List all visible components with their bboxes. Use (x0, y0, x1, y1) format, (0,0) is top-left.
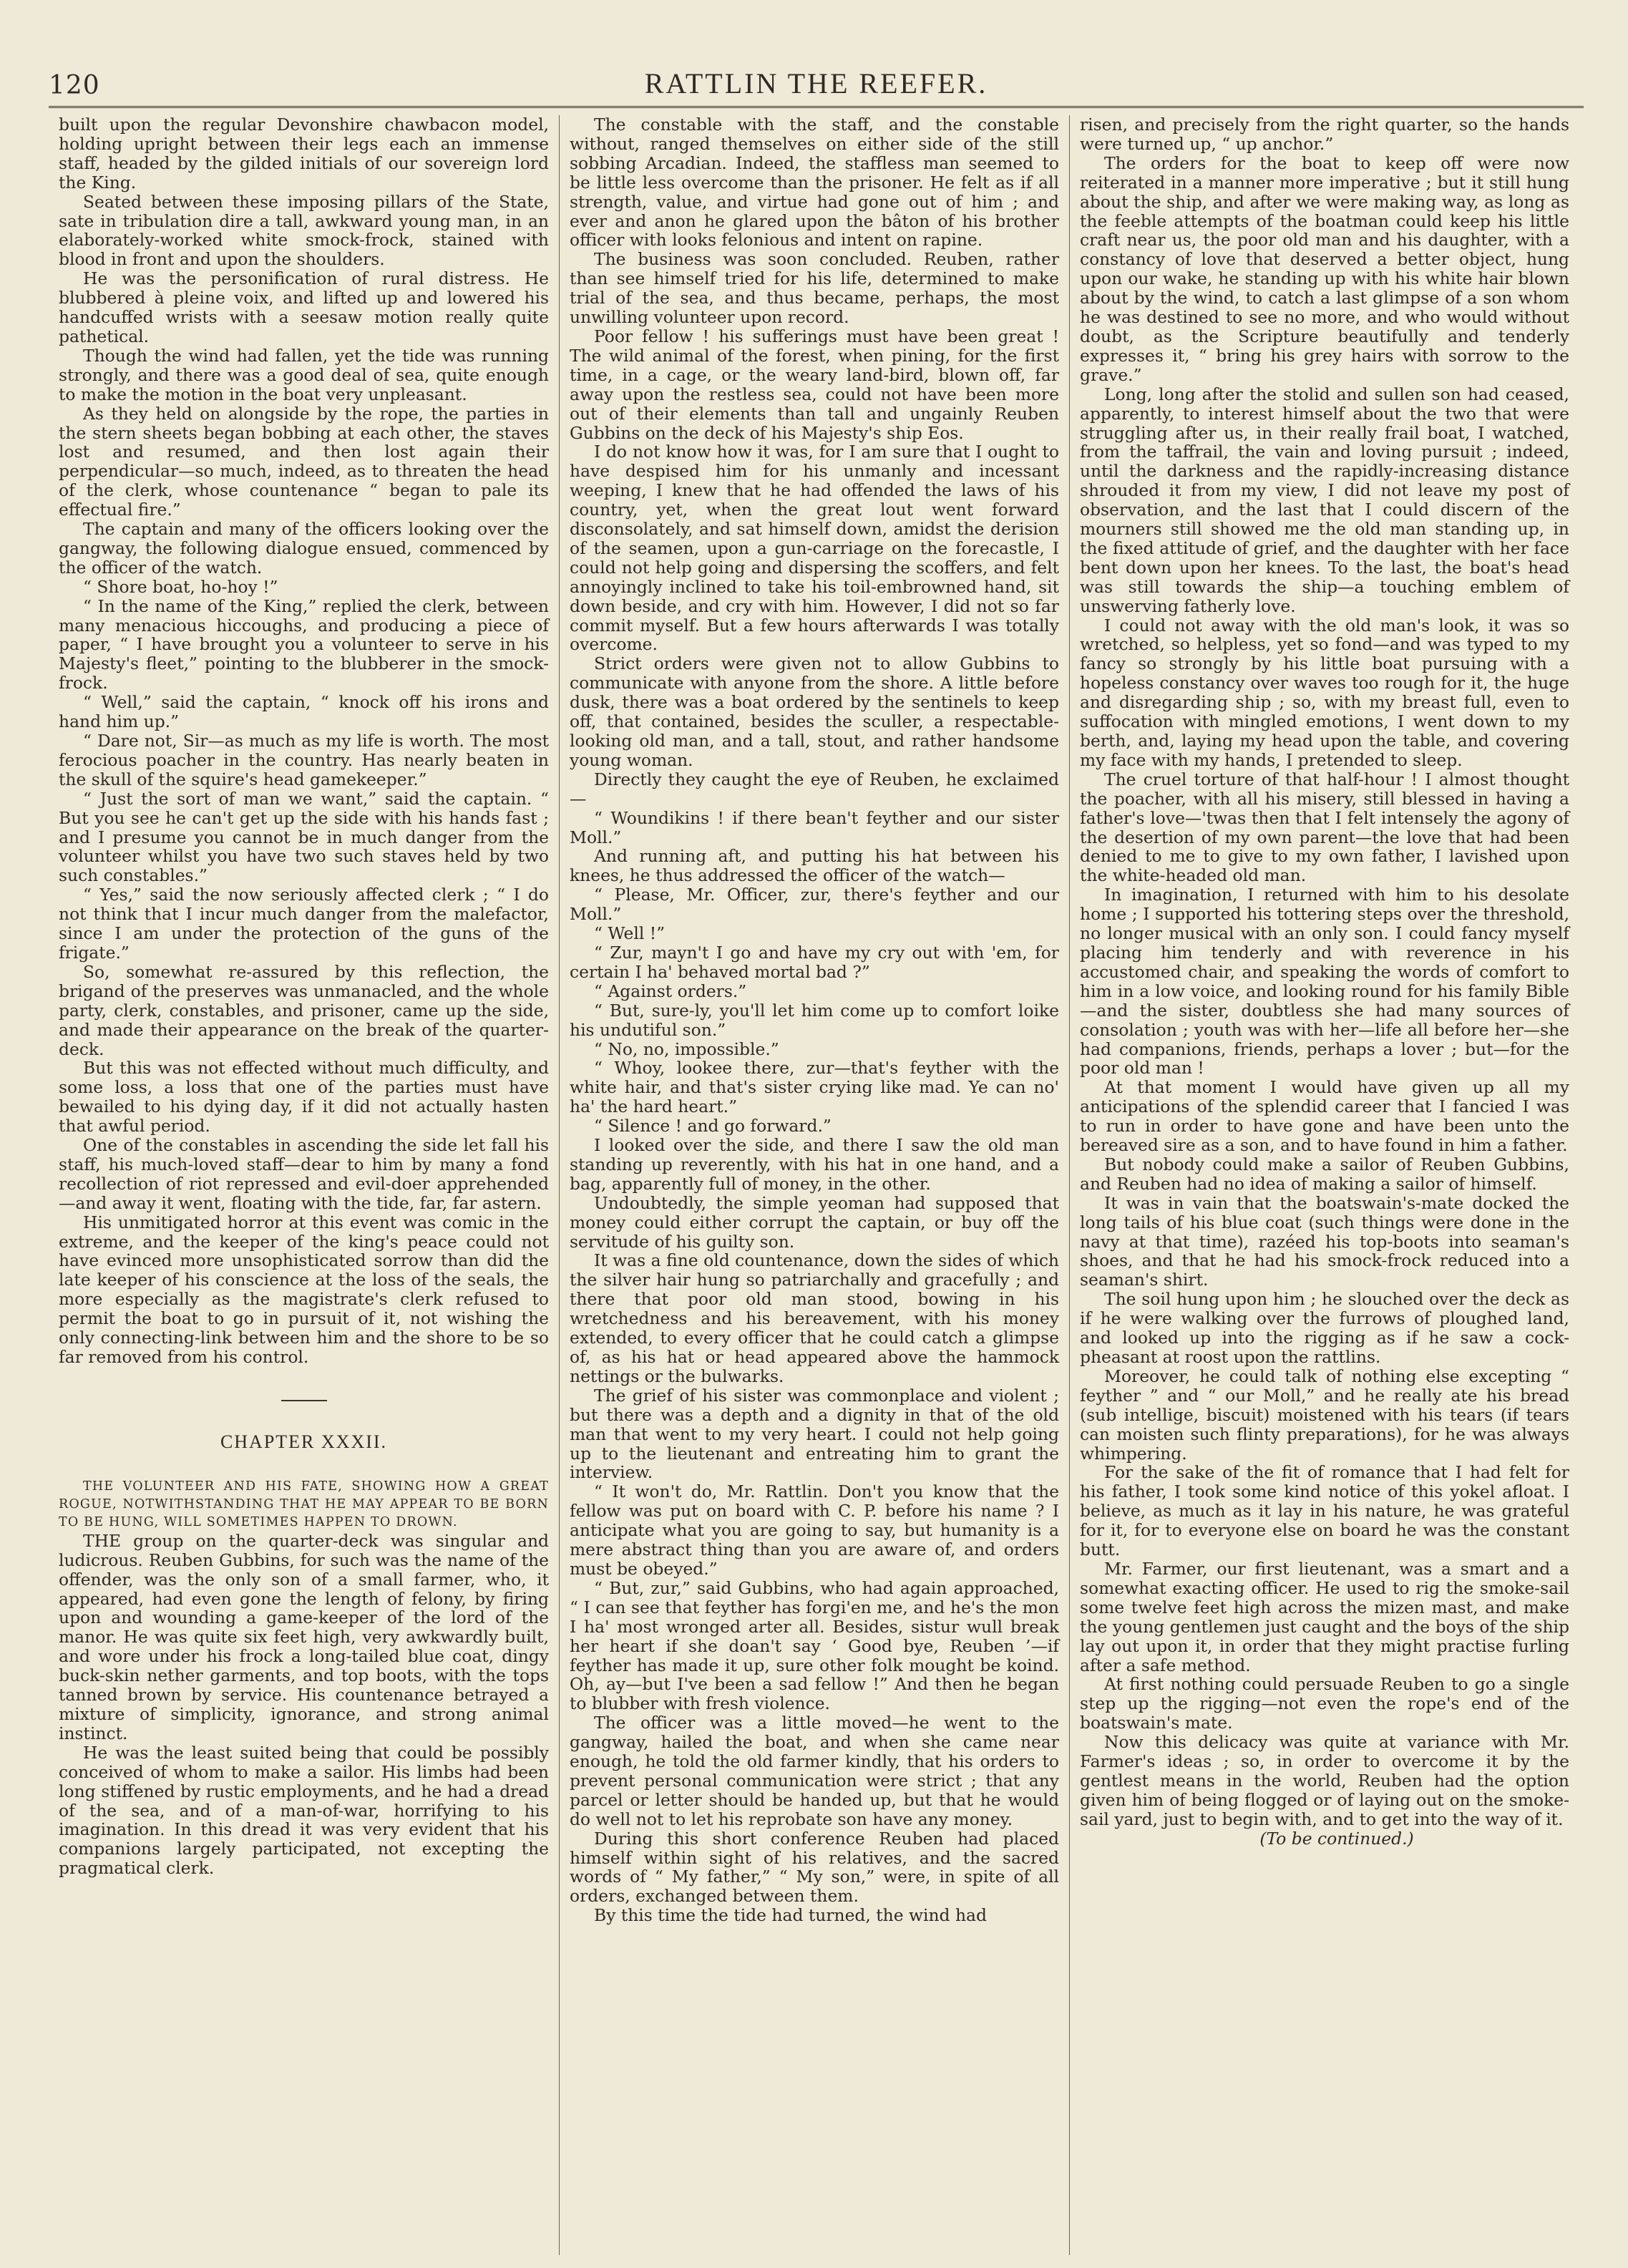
chapter-summary: THE VOLUNTEER AND HIS FATE, SHOWING HOW A GREAT ROGUE, NOTWITHSTANDING THAT HE MAY APPEAR TO BE BORN TO BE HUNG, WILL SOMETIMES HAPPEN TO DROWN. (59, 1479, 549, 1529)
paragraph: “ But, zur,” said Gubbins, who had again approached, “ I can see that feyther has forgi'en me, and he's the mon I ha' most wronged arter all. Besides, sistur wull break her heart if she doan't say ‘ Good bye, Reuben ’—if feyther has made it up, sure other folk mought be koind. Oh, ay—but I've been a sad fellow !” And then he began to blubber with fresh violence. (570, 1577, 1059, 1714)
paragraph: By this time the tide had turned, the wind had (594, 1905, 987, 1926)
running-title: RATTLIN THE REEFER. (644, 67, 988, 99)
paragraph: The cruel torture of that half-hour ! I almost thought the poacher, with all his misery, still blessed in having a father's love—'twas then that I felt intensely the agony of the desertion of my own parent—the love that had been denied to me to give to my own father, I lavished upon the white-headed old man. (1080, 769, 1569, 886)
paragraph: His unmitigated horror at this event was comic in the extreme, and the keeper of the king's peace could not have evinced more unsophisticated sorrow than did the late keeper of his conscience at the loss of the seals, the more especially as the magistrate's clerk refused to permit the boat to go in pursuit of it, not wishing the only connecting-link between him and the shore to be so far removed from his control. (59, 1212, 549, 1367)
paragraph: risen, and precisely from the right quarter, so the hands were turned up, “ up anchor.” (1080, 115, 1569, 154)
column-2-paragraphs (570, 115, 1059, 1925)
paragraph: Directly they caught the eye of Reuben, he exclaimed— (570, 769, 1059, 809)
paragraph: It was a fine old countenance, down the sides of which the silver hair hung so patriarchally and gracefully ; and there that poor old man stood, bowing in his wretchedness and his bereavement, with his money extended, to every officer that he could catch a glimpse of, as his hat or head appeared above the hammock nettings or the bulwarks. (570, 1250, 1059, 1386)
column-3-paragraphs (1080, 115, 1569, 1829)
paragraph: For the sake of the fit of romance that I had felt for his father, I took some kind notice of this yokel afloat. I believe, as much as it lay in his nature, he was grateful for it, for to everyone else on board he was the constant butt. (1080, 1462, 1569, 1560)
paragraph: The officer was a little moved—he went to the gangway, hailed the boat, and when she came near enough, he told the old farmer kindly, that his orders to prevent personal communication were strict ; that any parcel or letter should be handed up, but that he would do well not to let his reprobate son have any money. (570, 1713, 1059, 1829)
paragraph: The soil hung upon him ; he slouched over the deck as if he were walking over the furrows of ploughed land, and looked up into the rigging as if he saw a cock-pheasant at roost upon the rattlins. (1080, 1289, 1569, 1367)
paragraph: Undoubtedly, the simple yeoman had supposed that money could either corrupt the captain, or buy off the servitude of his guilty son. (570, 1192, 1059, 1252)
column-3 (1069, 115, 1579, 2255)
paragraph: “ In the name of the King,” replied the clerk, between many menacious hiccoughs, and producing a piece of paper, “ I have brought you a volunteer to serve in his Majesty's fleet,” pointing to the blubberer in the smock-frock. (59, 595, 549, 693)
paragraph: “ Whoy, lookee there, zur—that's feyther with the white hair, and that's sister crying like mad. Ye can no' ha' the hard heart.” (570, 1058, 1059, 1117)
paragraph: “ No, no, impossible.” (594, 1038, 779, 1059)
to-be-continued: (To be continued.) (1259, 1828, 1414, 1849)
paragraph: The captain and many of the officers looking over the gangway, the following dialogue ensued, commenced by the officer of the watch. (59, 519, 549, 578)
paragraph: He was the least suited being that could be possibly conceived of whom to make a sailor. His limbs had been long stiffened by rustic employments, and he had a dread of the sea, and of a man-of-war, horrifying to his imagination. In this dread it was very evident that his companions largely participated, not excepting the pragmatical clerk. (59, 1742, 549, 1879)
paragraph: built upon the regular Devonshire chawbacon model, holding upright between their legs each an immense staff, headed by the gilded initials of our sovereign lord the King. (59, 115, 549, 193)
paragraph: Moreover, he could talk of nothing else excepting “ feyther ” and “ our Moll,” and he really ate his bread (sub intellige, biscuit) moistened with his tears (if tears can moisten such flinty preparations), for he was always whimpering. (1080, 1366, 1569, 1464)
paragraph: The constable with the staff, and the constable without, ranged themselves on either side of the still sobbing Arcadian. Indeed, the staffless man seemed to be little less overcome than the prisoner. He felt as if all strength, value, and virtue had gone out of him ; and ever and anon he glared upon the bâton of his brother officer with looks felonious and intent on rapine. (570, 115, 1059, 250)
column-1-paragraphs (59, 115, 549, 1367)
paragraph: “ Silence ! and go forward.” (594, 1116, 832, 1137)
paragraph: “ Well !” (594, 923, 666, 944)
paragraph: Though the wind had fallen, yet the tide was running strongly, and there was a good deal of sea, quite enough to make the motion in the boat very unpleasant. (59, 345, 549, 404)
paragraph: He was the personification of rural distress. He blubbered à pleine voix, and lifted up and lowered his handcuffed wrists with a seesaw motion really quite pathetical. (59, 268, 549, 346)
paragraph: But this was not effected without much difficulty, and some loss, a loss that one of the parties must have bewailed to his dying day, if it did not actually hasten that awful period. (59, 1058, 549, 1137)
paragraph: Poor fellow ! his sufferings must have been great ! The wild animal of the forest, when pining, for the first time, in a cage, or the weary land-bird, blown off, far away upon the restless sea, could not have been more out of their elements than tall and ungainly Reuben Gubbins on the deck of his Majesty's ship Eos. (570, 326, 1059, 443)
paragraph: The orders for the boat to keep off were now reiterated in a manner more imperative ; but it still hung about the ship, and after we were making way, as long as the feeble attempts of the boatman could keep his little craft near us, the poor old man and his daughter, with a constancy of love that deserved a better object, hung upon our wake, he standing up with his white hair blown about by the wind, to catch a last glimpse of a son whom he was destined to see no more, and who would without doubt, as the Scripture beautifully and tenderly expresses it, “ bring his grey hairs with sorrow to the grave.” (1080, 152, 1569, 385)
text-columns (49, 115, 1584, 2255)
paragraph: So, somewhat re-assured by this reflection, the brigand of the preserves was unmanacled, and the whole party, clerk, constables, and prisoner, came up the side, and made their appearance on the break of the quarter-deck. (59, 961, 549, 1059)
paragraph: “ Zur, mayn't I go and have my cry out with 'em, for certain I ha' behaved mortal bad ?” (570, 942, 1059, 982)
paragraph: The grief of his sister was commonplace and violent ; but there was a depth and a dignity in that of the old man that went to my very heart. I could not help going up to the lieutenant and entreating him to grant the interview. (570, 1385, 1059, 1483)
paragraph: But nobody could make a sailor of Reuben Gubbins, and Reuben had no idea of making a sailor of himself. (1080, 1154, 1569, 1194)
paragraph: “ Woundikins ! if there bean't feyther and our sister Moll.” (570, 807, 1059, 847)
paragraph: Mr. Farmer, our first lieutenant, was a smart and a somewhat exacting officer. He used to rig the smoke-sail some twelve feet high across the mizen mast, and make the young gentlemen just caught and the boys of the ship lay out upon it, in order that they might practise furling after a safe method. (1080, 1558, 1569, 1675)
paragraph: In imagination, I returned with him to his desolate home ; I supported his tottering steps over the threshold, no longer musical with an only son. I could fancy myself placing him tenderly and with reverence in his accustomed chair, and speaking the words of comfort to him in a low voice, and looking round for his family Bible—and the sister, doubtless she had many sources of consolation ; youth was with her—life all before her—she had companions, friends, perhaps a lover ; but—for the poor old man ! (1080, 885, 1569, 1079)
paragraph: Now this delicacy was quite at variance with Mr. Farmer's ideas ; so, in order to overcome it by the gentlest means in the world, Reuben had the option given him of being flogged or of laying out on the smoke-sail yard, just to begin with, and to get into the way of it. (1080, 1732, 1569, 1829)
paragraph: I do not know how it was, for I am sure that I ought to have despised him for his unmanly and incessant weeping, I knew that he had offended the laws of his country, yet, when the great lout went forward disconsolately, and sat himself down, amidst the derision of the seamen, upon a gun-carriage on the forecastle, I could not help going and dispersing the scoffers, and felt annoyingly inclined to take his toil-embrowned hand, sit down beside, and cry with him. However, I did not so far commit myself. But a few hours afterwards I was totally overcome. (570, 442, 1059, 655)
paragraph: “ Yes,” said the now seriously affected clerk ; “ I do not think that I incur much danger from the malefactor, since I am under the protection of the guns of the frigate.” (59, 885, 549, 963)
paragraph: I could not away with the old man's look, it was so wretched, so helpless, yet so fond—and was typed to my fancy so strongly by his little boat pursuing with a hopeless constancy over waves too rough for it, the huge and disregarding ship ; so, with my breast full, even to suffocation with mingled emotions, I went down to my berth, and, laying my head upon the table, and covering my face with my hands, I pretended to sleep. (1080, 615, 1569, 770)
paragraph: One of the constables in ascending the side let fall his staff, his much-loved staff—dear to him by many a fond recollection of riot repressed and evil-doer apprehended—and away it went, floating with the tide, far, far astern. (59, 1135, 549, 1213)
paragraph: “ Just the sort of man we want,” said the captain. “ But you see he can't get up the side with his hands fast ; and I presume you cannot be in much danger from the volunteer whilst you have two such staves held by two such constables.” (59, 788, 549, 886)
paragraph: “ Shore boat, ho-hoy !” (83, 576, 278, 597)
paragraph: During this short conference Reuben had placed himself within sight of his relatives, and the sacred words of “ My father,” “ My son,” were, in spite of all orders, exchanged between them. (570, 1828, 1059, 1907)
column-1 (49, 115, 559, 2255)
paragraph: At first nothing could persuade Reuben to go a single step up the rigging—not even the rope's end of the boatswain's mate. (1080, 1674, 1569, 1733)
page-number: 120 (49, 71, 100, 100)
paragraph: It was in vain that the boatswain's-mate docked the long tails of his blue coat (such things were done in the navy at that time), razéed his top-boots into seaman's shoes, and that he had his smock-frock reduced into a seaman's shirt. (1080, 1192, 1569, 1290)
paragraph: “ But, sure-ly, you'll let him come up to comfort loike his undutiful son.” (570, 1000, 1059, 1040)
chapter-paragraphs (59, 1532, 549, 1878)
paragraph: As they held on alongside by the rope, the parties in the stern sheets began bobbing at each other, the staves lost and resumed, and then lost again their perpendicular—so much, indeed, as to threaten the head of the clerk, whose countenance “ began to pale its effectual fire.” (59, 403, 549, 520)
paragraph: “ Well,” said the captain, “ knock off his irons and hand him up.” (59, 692, 549, 732)
section-divider (281, 1400, 327, 1401)
paragraph: The business was soon concluded. Reuben, rather than see himself tried for his life, determined to make trial of the sea, and thus became, perhaps, the most unwilling volunteer upon record. (570, 249, 1059, 328)
paragraph: THE group on the quarter-deck was singular and ludicrous. Reuben Gubbins, for such was the name of the offender, was the only son of a small farmer, who, it appeared, had even gone the length of felony, by firing upon and wounding a game-keeper of the lord of the manor. He was quite six feet high, very awkwardly built, and wore under his frock a long-tailed blue coat, dingy buck-skin nether garments, and top boots, with the tops tanned brown by service. His countenance betrayed a mixture of simplicity, ignorance, and strong animal instinct. (59, 1530, 549, 1743)
paragraph: Strict orders were given not to allow Gubbins to communicate with anyone from the shore. A little before dusk, there was a boat ordered by the sentinels to keep off, that contained, besides the sculler, a respectable-looking old man, and a tall, stout, and rather handsome young woman. (570, 653, 1059, 770)
column-2 (559, 115, 1069, 2255)
paragraph: And running aft, and putting his hat between his knees, he thus addressed the officer of the watch— (570, 846, 1059, 886)
paragraph: Seated between these imposing pillars of the State, sate in tribulation dire a tall, awkward young man, in an elaborately-worked white smock-frock, stained with blood in front and upon the shoulders. (59, 191, 549, 270)
paragraph: “ Dare not, Sir—as much as my life is worth. The most ferocious poacher in the country. Has nearly beaten in the skull of the squire's head gamekeeper.” (59, 731, 549, 789)
paragraph: “ Against orders.” (594, 980, 747, 1001)
paragraph: “ Please, Mr. Officer, zur, there's feyther and our Moll.” (570, 885, 1059, 925)
paragraph: “ It won't do, Mr. Rattlin. Don't you know that the fellow was put on board with C. P. before his name ? I anticipate what you are going to say, but humanity is a mere abstract thing than you are aware of, and orders must be obeyed.” (570, 1481, 1059, 1579)
paragraph: I looked over the side, and there I saw the old man standing up reverently, with his hat in one hand, and a bag, apparently full of money, in the other. (570, 1135, 1059, 1194)
paragraph: At that moment I would have given up all my anticipations of the splendid career that I fancied I was to run in order to have gone and have been unto the bereaved sire as a son, and to have found in him a father. (1080, 1077, 1569, 1156)
chapter-title: CHAPTER XXXII. (220, 1431, 388, 1452)
paragraph: Long, long after the stolid and sullen son had ceased, apparently, to interest himself about the two that were struggling after us, in their really frail boat, I watched, from the taffrail, the vain and loving pursuit ; indeed, until the darkness and the rapidly-increasing distance shrouded it from my view, I did not leave my post of observation, and the last that I could discern of the mourners still showed me the old man standing up, in the fixed attitude of grief, and the daughter with her face bent down upon her knees. To the last, the boat's head was still towards the ship—a touching emblem of unswerving fatherly love. (1080, 384, 1569, 616)
page-header (49, 43, 1584, 108)
